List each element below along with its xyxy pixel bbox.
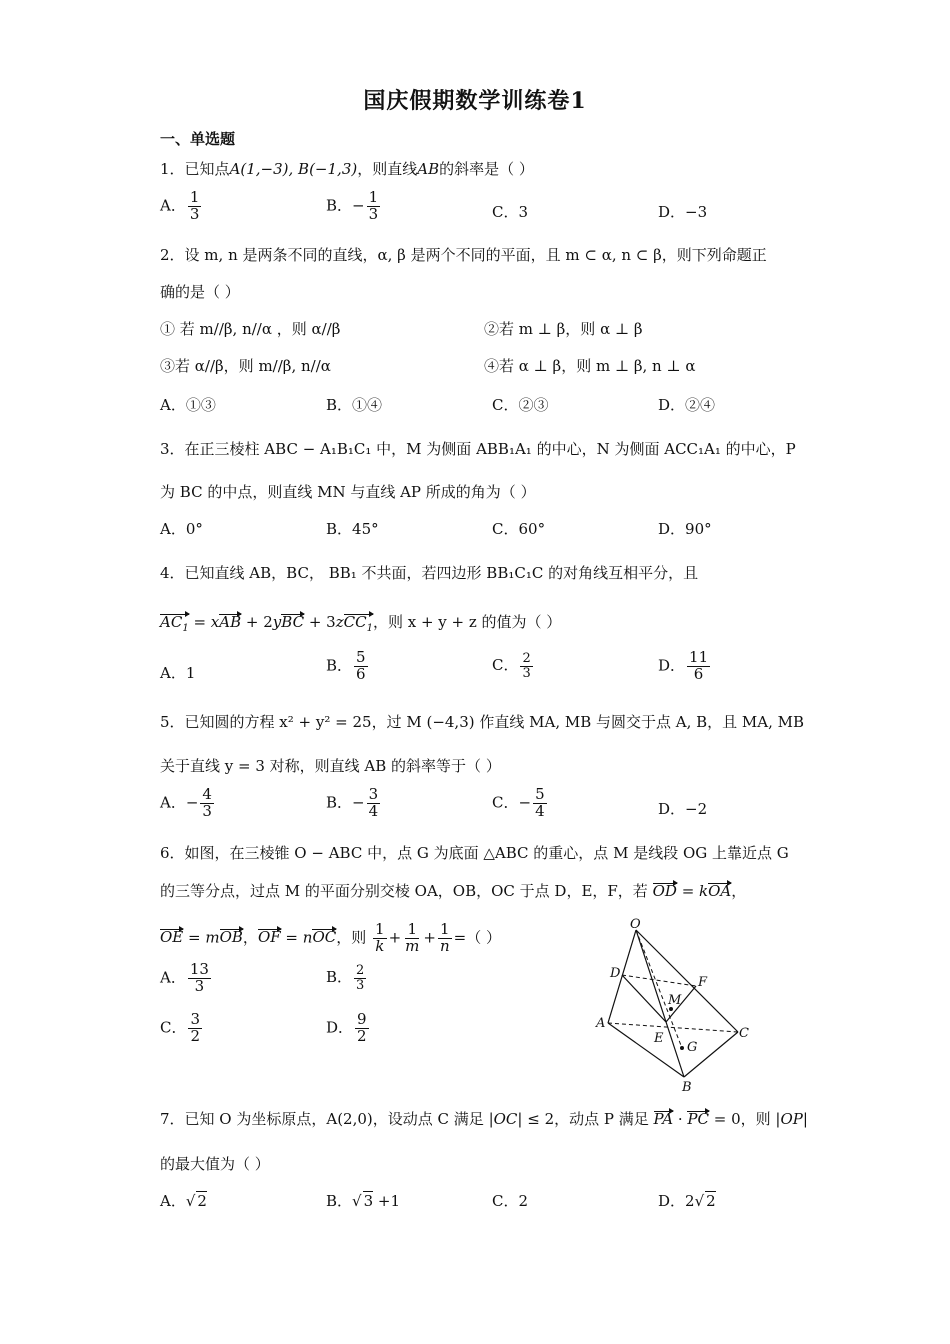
question-1-option-b[interactable]: B．− $\frac{1}{3}$: [326, 188, 379, 223]
question-6-stem-line3: OE = mOB，OF = nOC，则 $\frac{1}{k}$ + $\frac{1}{m}$ + $\frac{1}{n}$ =（ ）: [160, 920, 501, 955]
question-3-option-c[interactable]: C．60°: [492, 520, 546, 538]
line-de: [622, 975, 666, 1022]
question-3-option-b[interactable]: B．45°: [326, 520, 379, 538]
point-g: [680, 1046, 684, 1050]
question-7-option-a[interactable]: A．√ 2: [160, 1192, 207, 1210]
question-6-option-d[interactable]: D． $\frac{9}{2}$: [326, 1010, 367, 1045]
question-4-option-a[interactable]: A．1: [160, 664, 196, 682]
question-5-stem-line1: 5．已知圆的方程 x² + y² = 25，过 M (−4,3) 作直线 MA, MB 与圆交于点 A, B，且 MA, MB: [160, 713, 805, 731]
edge-ab: [608, 1023, 684, 1077]
question-1-stem: 1．已知点A(1,−3), B(−1,3)，则直线AB的斜率是（ ）: [160, 160, 534, 178]
question-5-option-a[interactable]: A．− $\frac{4}{3}$: [160, 785, 212, 820]
question-2-proposition-3: ③若 α//β，则 m//β, n//α: [160, 357, 331, 375]
question-4-option-d[interactable]: D． $\frac{11}{6}$: [658, 648, 709, 683]
question-4-vector-equation: $AC_1$ = xAB + 2yBC + 3zCC$_1$，则 x + y + z 的值为（ ）: [160, 613, 562, 634]
question-4-option-b[interactable]: B． $\frac{5}{6}$: [326, 648, 366, 683]
page-title: 国庆假期数学训练卷1: [363, 88, 587, 114]
question-5-option-c[interactable]: C．− $\frac{5}{4}$: [492, 785, 545, 820]
question-2-stem-line1: 2．设 m, n 是两条不同的直线，α, β 是两个不同的平面，且 m ⊂ α, n ⊂ β，则下列命题正: [160, 246, 767, 264]
question-1-option-c[interactable]: C．3: [492, 203, 529, 221]
question-3-stem-line2: 为 BC 的中点，则直线 MN 与直线 AP 所成的角为（ ）: [160, 483, 536, 501]
question-3-stem-line1: 3．在正三棱柱 ABC − A₁B₁C₁ 中，M 为侧面 ABB₁A₁ 的中心，N 为侧面 ACC₁A₁ 的中心，P: [160, 440, 796, 458]
question-5-option-d[interactable]: D．−2: [658, 800, 708, 818]
question-7-option-d[interactable]: D．2√ 2: [658, 1192, 716, 1210]
label-a: A: [596, 1016, 606, 1031]
question-6-option-a[interactable]: A． $\frac{13}{3}$: [160, 960, 209, 995]
question-3-option-a[interactable]: A．0°: [160, 520, 203, 538]
question-5-option-b[interactable]: B．− $\frac{3}{4}$: [326, 785, 379, 820]
label-e: E: [654, 1031, 664, 1046]
question-3-option-d[interactable]: D．90°: [658, 520, 712, 538]
question-2-option-d[interactable]: D．②④: [658, 396, 716, 414]
line-df: [622, 975, 696, 986]
label-b: B: [682, 1080, 692, 1095]
question-2-proposition-2: ②若 m ⊥ β，则 α ⊥ β: [484, 320, 643, 338]
label-m: M: [668, 993, 682, 1008]
question-2-option-b[interactable]: B．①④: [326, 396, 383, 414]
question-4-option-c[interactable]: C． $\frac{2}{3}$: [492, 651, 531, 681]
label-g: G: [687, 1040, 698, 1055]
question-7-stem-line2: 的最大值为（ ）: [160, 1155, 270, 1173]
question-2-option-c[interactable]: C．②③: [492, 396, 549, 414]
question-7-option-c[interactable]: C．2: [492, 1192, 529, 1210]
label-d: D: [610, 966, 621, 981]
question-7-option-b[interactable]: B．√ 3 +1: [326, 1192, 401, 1210]
question-7-stem-line1: 7．已知 O 为坐标原点，A(2,0)，设动点 C 满足 |OC| ≤ 2，动点 P 满足 PA · PC = 0，则 |OP|: [160, 1110, 808, 1128]
question-5-stem-line2: 关于直线 y = 3 对称，则直线 AB 的斜率等于（ ）: [160, 757, 501, 775]
tetrahedron-figure: [590, 915, 770, 1095]
label-c: C: [739, 1026, 749, 1041]
edge-oc: [636, 930, 738, 1032]
section-heading: 一、单选题: [160, 130, 236, 148]
question-2-stem-line2: 确的是（ ）: [160, 283, 240, 301]
question-2-option-a[interactable]: A．①③: [160, 396, 216, 414]
question-2-proposition-4: ④若 α ⊥ β，则 m ⊥ β, n ⊥ α: [484, 357, 696, 375]
question-6-stem-line1: 6．如图，在三棱锥 O − ABC 中，点 G 为底面 △ABC 的重心，点 M 是线段 OG 上靠近点 G: [160, 844, 789, 862]
question-4-stem-line1: 4．已知直线 AB，BC， BB₁ 不共面，若四边形 BB₁C₁C 的对角线互相平分，且: [160, 564, 699, 582]
question-6-option-b[interactable]: B． $\frac{2}{3}$: [326, 963, 365, 993]
question-1-option-d[interactable]: D．−3: [658, 203, 708, 221]
label-f: F: [698, 975, 708, 990]
label-o: O: [630, 917, 641, 932]
question-6-option-c[interactable]: C． $\frac{3}{2}$: [160, 1010, 201, 1045]
question-6-stem-line2: 的三等分点，过点 M 的平面分别交棱 OA，OB，OC 于点 D，E，F，若 OD = kOA，: [160, 882, 747, 900]
question-1-option-a[interactable]: A． $\frac{1}{3}$: [160, 188, 200, 223]
question-2-proposition-1: ① 若 m//β, n//α ，则 α//β: [160, 320, 341, 338]
